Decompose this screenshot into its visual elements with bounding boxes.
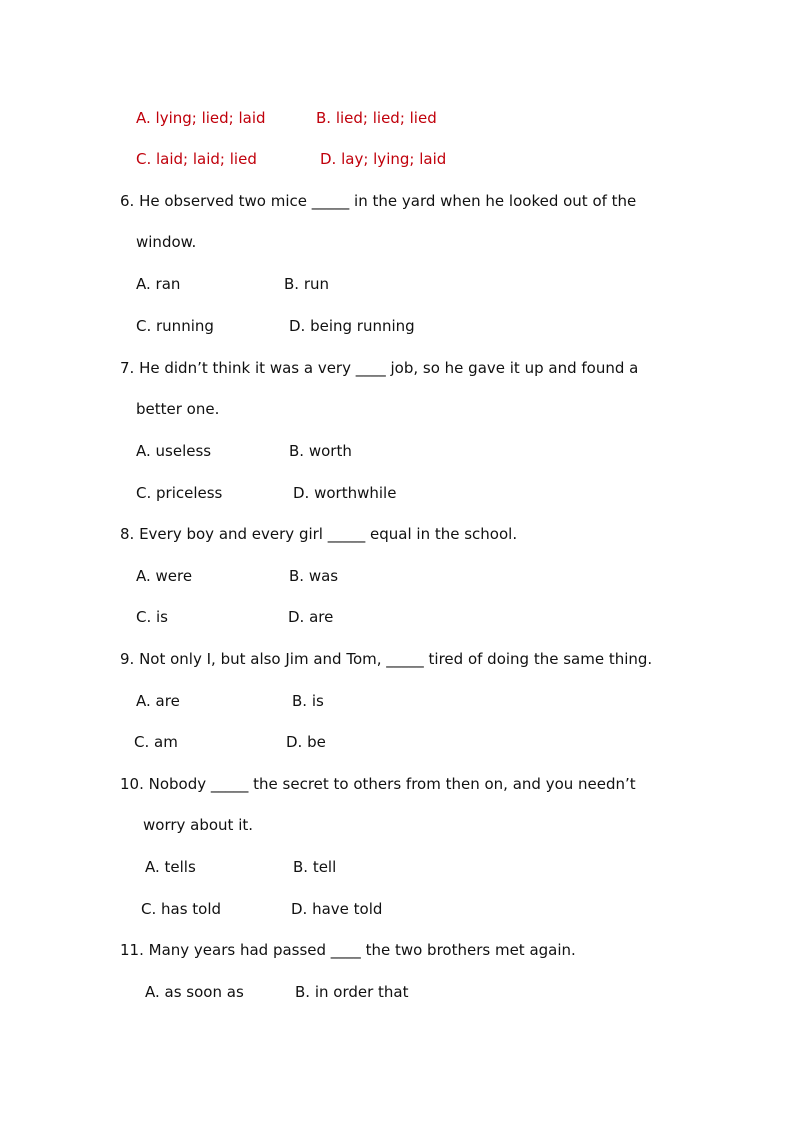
q10-option-d: D. have told xyxy=(291,900,383,918)
q7-option-a: A. useless xyxy=(136,442,212,460)
q7-option-c: C. priceless xyxy=(136,484,223,502)
q11-option-a: A. as soon as xyxy=(145,983,244,1001)
q5-option-d: D. lay; lying; laid xyxy=(320,150,447,168)
q8-option-d: D. are xyxy=(288,608,334,626)
q9-option-c: C. am xyxy=(134,733,178,751)
q5-option-c: C. laid; laid; lied xyxy=(136,150,257,168)
q7-option-d: D. worthwhile xyxy=(293,484,397,502)
q8-option-b: B. was xyxy=(289,567,339,585)
q6-option-c: C. running xyxy=(136,317,214,335)
q9-option-a: A. are xyxy=(136,692,180,710)
question-6-text-cont: window. xyxy=(136,233,197,251)
question-10-text-cont: worry about it. xyxy=(143,816,254,834)
question-11-text: 11. Many years had passed ____ the two brothers met again. xyxy=(120,941,576,959)
question-6-text: 6. He observed two mice _____ in the yard when he looked out of the xyxy=(120,192,637,210)
q6-option-b: B. run xyxy=(284,275,330,293)
q10-option-b: B. tell xyxy=(293,858,337,876)
q9-option-d: D. be xyxy=(286,733,326,751)
q8-option-a: A. were xyxy=(136,567,193,585)
q9-option-b: B. is xyxy=(292,692,324,710)
question-7-text: 7. He didn’t think it was a very ____ job, so he gave it up and found a xyxy=(120,359,639,377)
q10-option-a: A. tells xyxy=(145,858,196,876)
q5-option-a: A. lying; lied; laid xyxy=(136,109,266,127)
question-10-text: 10. Nobody _____ the secret to others from then on, and you needn’t xyxy=(120,775,636,793)
question-9-text: 9. Not only I, but also Jim and Tom, _____ tired of doing the same thing. xyxy=(120,650,653,668)
question-7-text-cont: better one. xyxy=(136,400,220,418)
q8-option-c: C. is xyxy=(136,608,168,626)
q10-option-c: C. has told xyxy=(141,900,222,918)
q11-option-b: B. in order that xyxy=(295,983,409,1001)
q5-option-b: B. lied; lied; lied xyxy=(316,109,437,127)
q7-option-b: B. worth xyxy=(289,442,352,460)
q6-option-d: D. being running xyxy=(289,317,415,335)
q6-option-a: A. ran xyxy=(136,275,181,293)
question-8-text: 8. Every boy and every girl _____ equal in the school. xyxy=(120,525,518,543)
